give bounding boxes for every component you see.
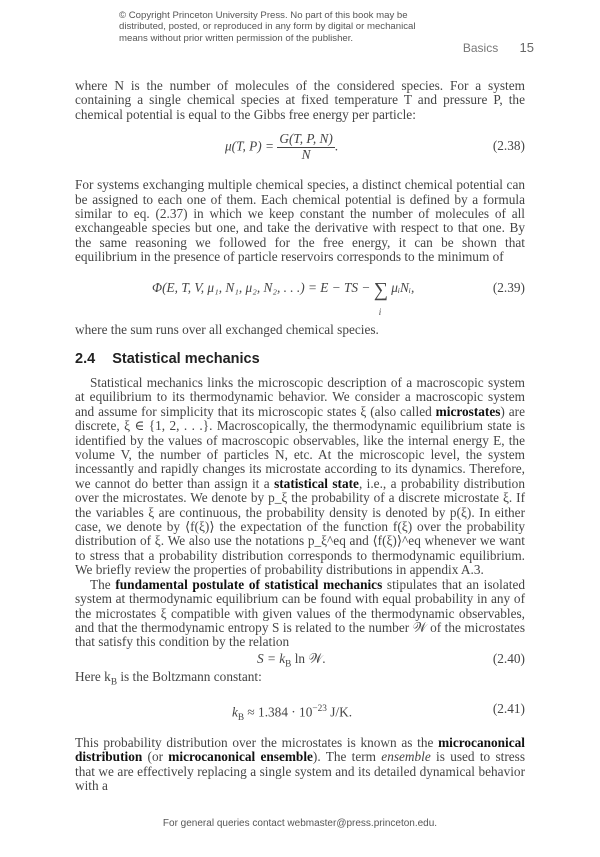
running-header [463,40,534,55]
term-fundamental-postulate: fundamental postulate of statistical mechanics [115,576,383,592]
exponent: −23 [312,703,327,714]
fraction [277,132,334,162]
running-title: Basics [462,41,499,55]
text-run: (or [142,749,169,765]
sum-symbol [373,278,388,317]
equation-2-40 [75,650,525,670]
term-statistical-state: statistical state [274,475,359,491]
text-run: Statistical mechanics links the microscopic description of a macroscopic system at equilibrium to its thermodynamic behavior. We consider a macroscopic system and assume for simplicity that its microscopic states ξ (also called [75,375,525,419]
page-number: 15 [519,40,534,55]
equation-unit: J/K. [326,704,353,720]
text-run: The [90,576,116,592]
paragraph [75,670,525,690]
section-heading [75,351,260,367]
text-run: is the Boltzmann constant: [117,668,262,684]
term-ensemble: ensemble [381,749,431,765]
equation-tail: ln 𝒲. [291,650,326,666]
copyright-line: distributed, posted, or reproduced in any form by digital or mechanical [119,21,416,33]
paragraph [75,578,525,650]
equation-lhs: μ(T, P) = [225,138,275,154]
footer-contact: For general queries contact webmaster@press.princeton.edu. [162,818,438,829]
text-run: Here k [75,668,111,684]
equation-2-39 [75,269,525,319]
equation-trail: . [334,138,339,154]
term-microcanonical-ensemble: microcanonical ensemble [168,749,313,765]
subscript: B [285,659,292,670]
text-run: ) are discrete, ξ ∈ {1, 2, . . .}. Macroscopically, the thermodynamic equilibrium state is identified by the values of macroscopic observables, like the internal energy E, the volume V, the number of particles N, etc. At the microscopic level, the system incessantly and rapidly changes its microstate according to its dynamics. Therefore, we cannot do better than assign it a [75,403,525,491]
equation-number: (2.39) [492,279,525,295]
equation-expression [152,278,415,317]
numerator: G(T, P, N) [279,131,333,147]
text-run: This probability distribution over the microstates is known as the [75,734,439,750]
body-block-section [75,376,525,793]
copyright-line: means without prior written permission of the publisher. [119,32,354,44]
paragraph: where the sum runs over all exchanged chemical species. [75,321,379,337]
subscript: B [237,712,245,723]
denominator: N [301,146,311,162]
sum-glyph: ∑ [373,278,388,301]
paragraph [75,736,525,794]
equation-tail: μᵢNᵢ, [391,279,415,295]
text-run: ). The term [312,749,382,765]
term-microcanonical-distribution: microcanonical distribution [75,734,525,765]
section-number: 2.4 [75,351,96,367]
copyright-line: © Copyright Princeton University Press. No part of this book may be [119,10,408,21]
paragraph [75,376,525,578]
sum-index: i [378,306,382,317]
equation-number: (2.38) [492,138,525,154]
section-title: Statistical mechanics [112,351,260,367]
subscript: B [110,677,118,688]
equation-lhs: k [232,704,238,720]
term-microstates: microstates [435,403,501,419]
text-run: , i.e., a probability distribution over the microstates. We denote by p_ξ the probability of a discrete microstate ξ. If the variables ξ are continuous, the probability density is denoted by p(ξ). In either case, we denote by ⟨f(ξ)⟩ the expectation of the function f(ξ) over the probability distribution of ξ. We also use the notations p_ξ^eq and ⟨f(ξ)⟩^eq whenever we want to stress that a probability distribution corresponds to thermodynamic equilibrium. We briefly review the properties of probability distributions in appendix A.3. [75,475,525,578]
paragraph: where N is the number of molecules of the considered species. For a system containing a single chemical species at fixed temperature T and pressure P, the chemical potential is equal to the Gibbs free energy per particle: [75,78,525,122]
text-run: stipulates that an isolated system at thermodynamic equilibrium can be found with equal probability in any of the microstates ξ compatible with given values of the thermodynamic observables, and that the thermodynamic entropy S is related to the number 𝒲 of the microstates that satisfy this condition by the relation [75,576,526,650]
equation-lhs: Φ(E, T, V, μ₁, N₁, μ₂, N₂, . . .) = E − TS − [152,279,374,295]
equation-number: (2.40) [492,650,525,666]
equation-lhs: S = k [257,650,286,666]
copyright-notice [119,10,419,44]
body-block-top [75,79,525,337]
equation-2-38 [75,126,525,170]
paragraph: For systems exchanging multiple chemical species, a distinct chemical potential can be assigned to each one of them. Each chemical potential is defined by a formula similar to eq. (2.37) in which we keep constant the number of molecules of all exchangeable species but one, and take the derivative with respect to that one. By the same reasoning we followed for the free energy, it can be shown that equilibrium in the presence of particle reservoirs corresponds to the minimum of [75,177,525,265]
equation-expression [225,132,338,162]
equation-number: (2.41) [492,700,525,716]
text-run: is used to stress that we are effectively replacing a single system and its detailed dynamical behavior with a [75,749,525,793]
equation-value: ≈ 1.384 · 10 [244,704,313,720]
equation-expression [232,702,352,725]
equation-2-41 [75,690,525,730]
equation-expression [257,652,326,672]
